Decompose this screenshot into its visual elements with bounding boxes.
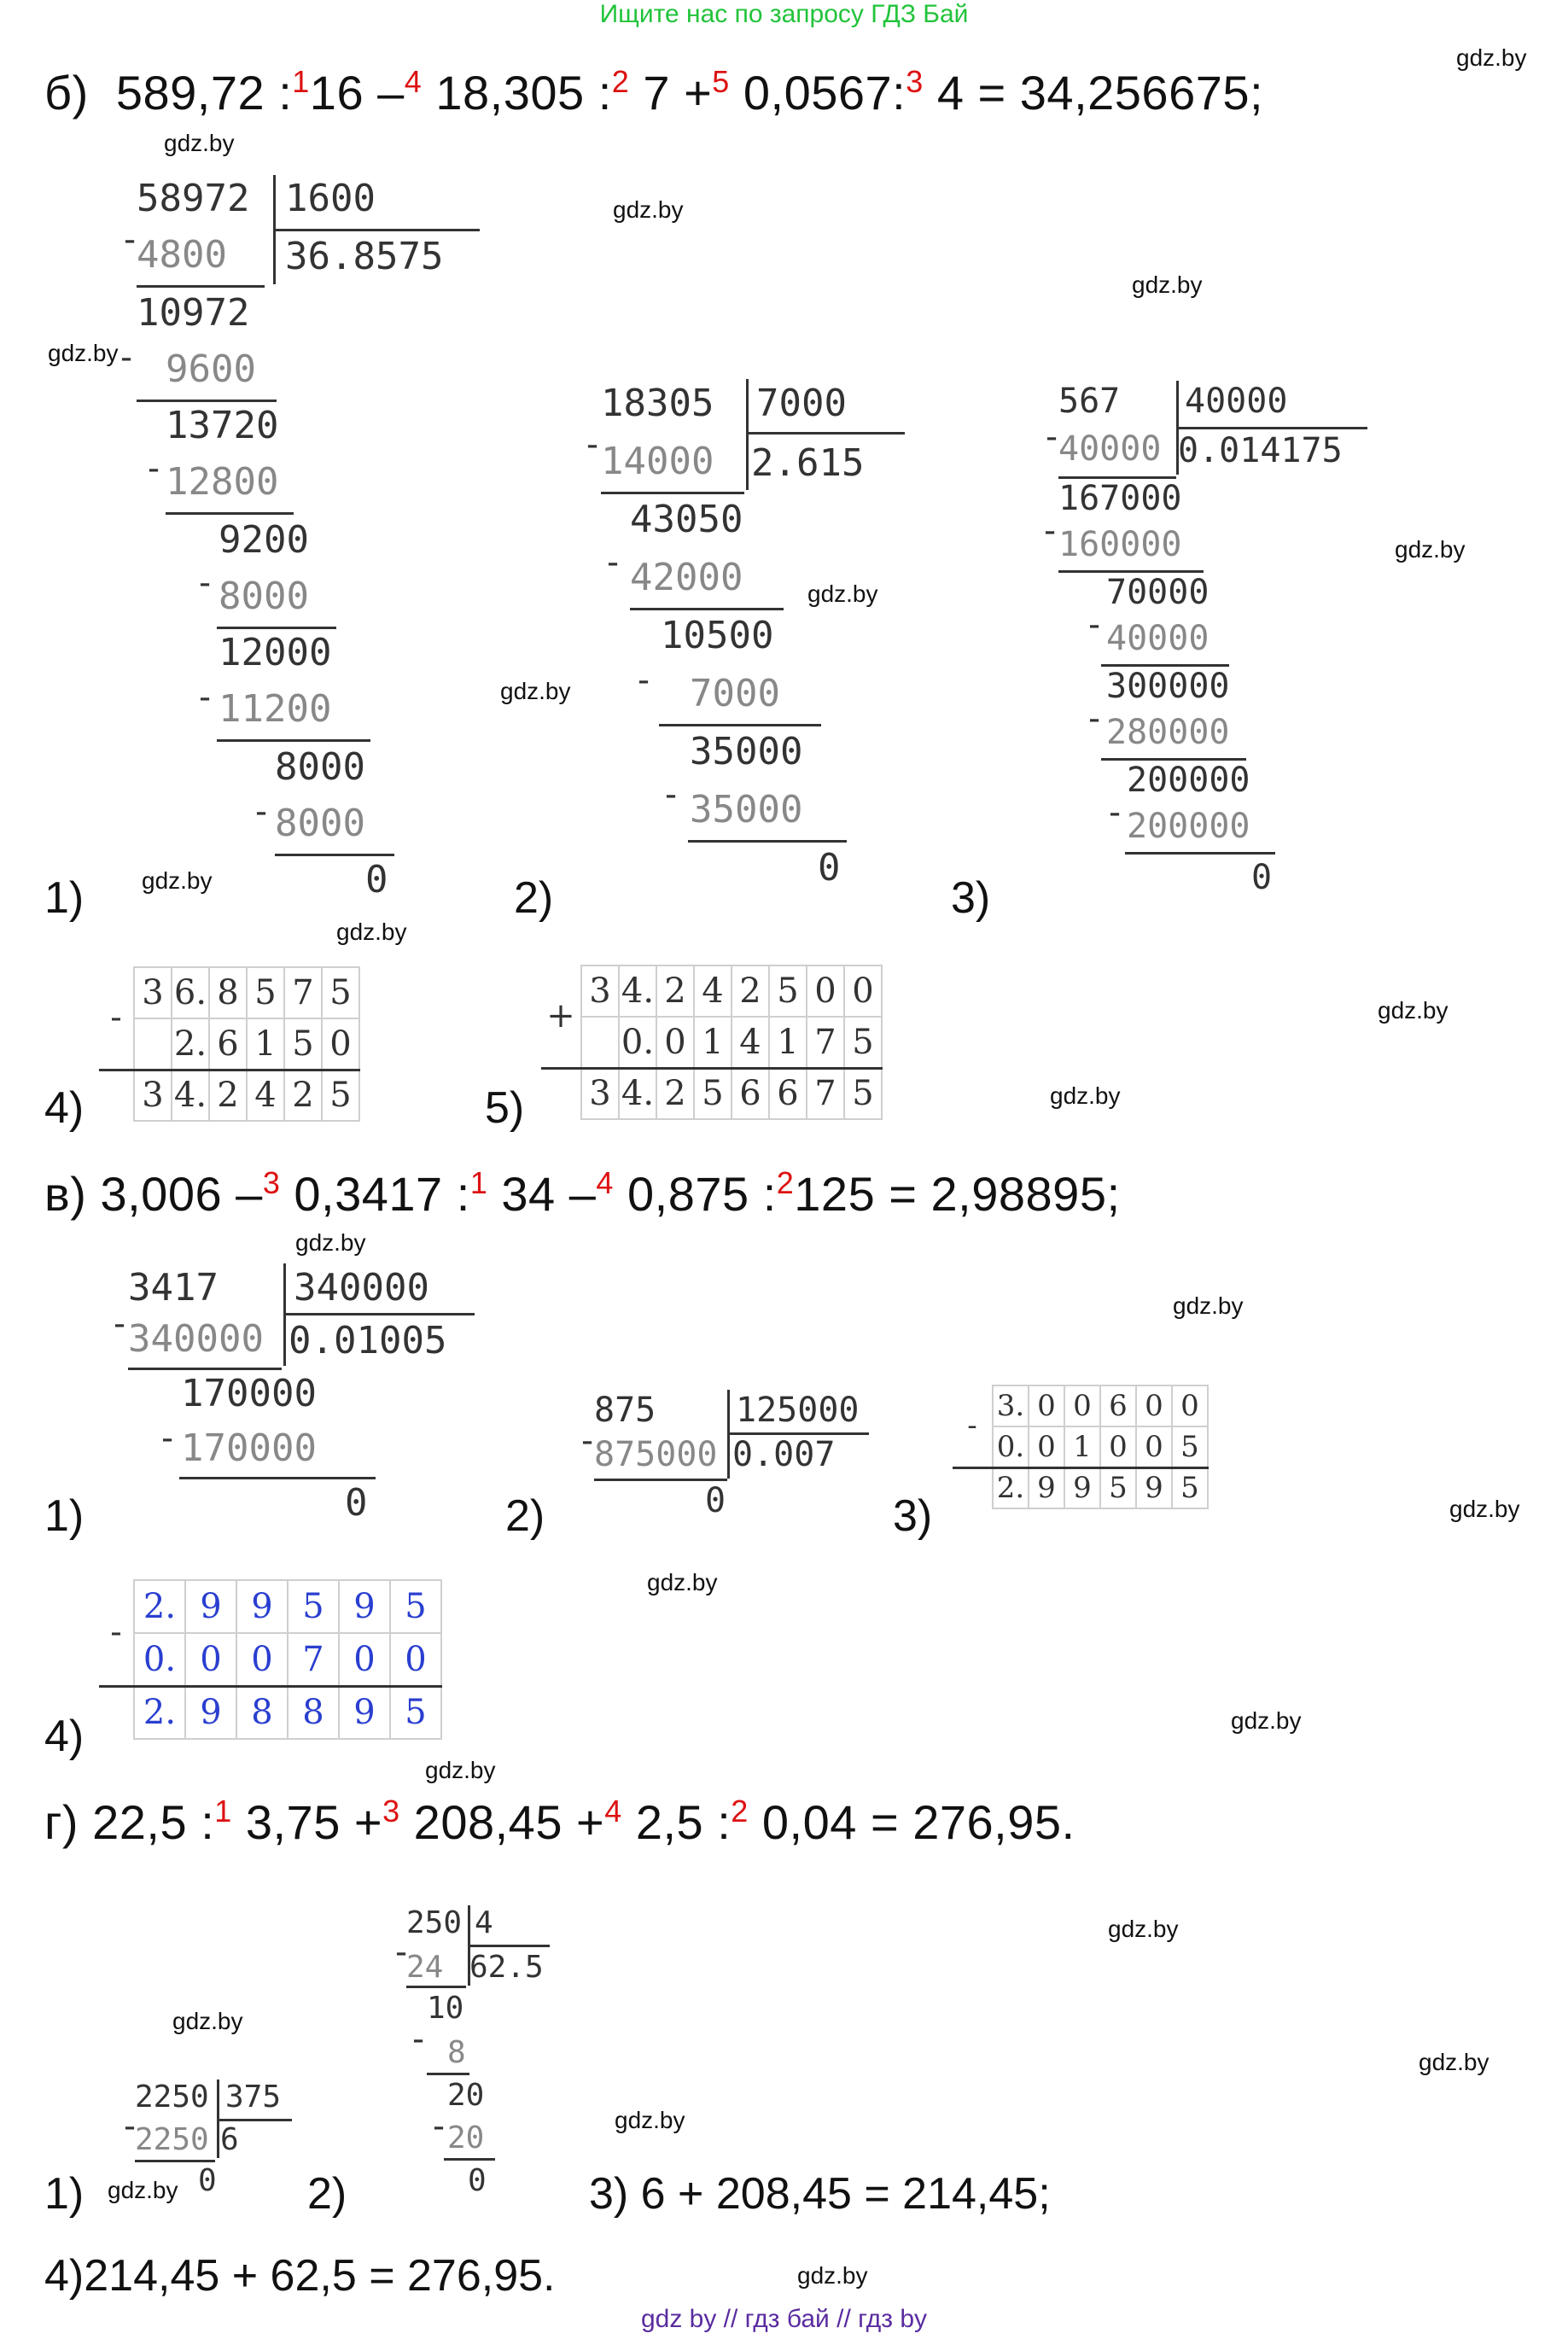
eq-text: 18,305 : [422,66,612,120]
eq-text: 4 = 34,256675; [923,66,1264,120]
eq-text: 125 = 2,98895; [794,1167,1121,1221]
operator: - [967,1409,977,1444]
digit: 9 [185,1686,236,1739]
digit: 1 [1064,1426,1100,1467]
digit: 5 [288,1580,339,1633]
watermark: gdz.by [500,678,571,704]
eq-text: 16 – [309,66,405,120]
digit: 6 [209,1018,247,1070]
subtraction-table-b4 [99,966,360,1122]
subtrahend: 8 [447,2035,466,2070]
dividend: 567 [1058,382,1121,421]
remainder: 0 [345,1481,368,1525]
operator: - [110,1613,122,1653]
digit: 0. [134,1633,185,1686]
eq-text: 589,72 : [115,66,293,120]
watermark: gdz.by [1132,271,1203,298]
step-label: 3) [951,873,991,923]
quotient: 36.8575 [285,235,444,278]
digit: 2. [134,1580,185,1633]
step-label: 2) [514,873,554,923]
digit: 9 [236,1580,288,1633]
long-division-g2: 250 4 62.5 - 24 10 - 8 20 - 20 0 [0,0,1568,1]
digit: 7 [807,1017,844,1068]
digit: 2 [732,965,769,1017]
step-3-line: 3) 6 + 208,45 = 214,45; [589,2169,1051,2219]
subtrahend: 12800 [166,460,279,504]
step-label: 1) [44,1491,85,1541]
digit: 2 [284,1070,322,1121]
digit: 5 [284,1018,322,1070]
remainder: 43050 [630,498,743,541]
subtraction-table-v3 [953,1385,1209,1509]
watermark: gdz.by [1050,1082,1121,1109]
remainder: 10500 [661,614,774,657]
digit: 6 [732,1068,769,1119]
watermark: gdz.by [807,580,878,607]
digit: 5 [322,967,359,1018]
remainder: 13720 [166,404,279,447]
digit: 5 [694,1068,732,1119]
remainder: 8000 [275,745,365,789]
digit: 2 [656,1068,694,1119]
digit: 6 [1100,1385,1136,1426]
digit: 2. [993,1467,1029,1508]
digit: 9 [1029,1467,1064,1508]
step-label: 2) [307,2169,347,2219]
subtrahend: 170000 [181,1426,317,1470]
eq-text: 208,45 + [399,1795,605,1849]
step-label: 4) [44,1712,85,1761]
remainder: 200000 [1127,761,1250,800]
eq-text: 3,75 + [231,1795,383,1849]
remainder: 0 [198,2163,217,2198]
subtrahend: 14000 [601,440,714,483]
digit: 6. [172,967,209,1018]
order-number: 4 [404,64,423,99]
digit: 0 [1172,1385,1208,1426]
digit: 0 [1136,1426,1172,1467]
section-label: в) [44,1167,87,1221]
order-number: 3 [906,64,924,99]
digit: 0 [322,1018,359,1070]
eq-text: 2,5 : [621,1795,732,1849]
digit: 0 [807,965,844,1017]
digit: 5 [1172,1467,1208,1508]
subtrahend: 8000 [219,575,309,618]
digit: 2. [172,1018,209,1070]
digit: 5 [769,965,807,1017]
subtrahend: 9600 [166,347,256,391]
quotient: 62.5 [469,1950,544,1985]
order-number: 1 [469,1165,488,1200]
digit: 0 [339,1633,390,1686]
step-label: 4) [44,1083,85,1133]
step-label: 1) [44,873,85,923]
divisor: 125000 [736,1391,860,1430]
order-number: 3 [382,1794,400,1829]
digit: 1 [694,1017,732,1068]
digit: 5 [1100,1467,1136,1508]
digit: 0 [844,965,882,1017]
step-label: 2) [505,1491,545,1541]
digit: 7 [284,967,322,1018]
order-number: 2 [611,64,630,99]
divisor: 375 [225,2080,282,2115]
digit: 9 [339,1686,390,1739]
remainder: 167000 [1058,479,1182,518]
subtrahend: 7000 [690,672,780,715]
dividend: 2250 [135,2080,209,2115]
eq-text: 0,875 : [613,1167,777,1221]
eq-text: 34 – [487,1167,597,1221]
digit: 4. [172,1070,209,1121]
subtrahend: 40000 [1058,429,1162,469]
digit: 0 [1029,1426,1064,1467]
digit: 2. [134,1686,185,1739]
digit: 4 [694,965,732,1017]
digit: 1 [247,1018,284,1070]
digit: 5 [1172,1426,1208,1467]
digit: 6 [769,1068,807,1119]
subtraction-table-v4 [99,1579,442,1740]
digit: 8 [209,967,247,1018]
subtrahend: 8000 [275,802,365,845]
equation-v [44,1166,1121,1222]
watermark: gdz.by [1456,44,1527,71]
eq-text: 0,04 = 276,95. [748,1795,1075,1849]
long-division-b2: 18305 7000 2.615 - 14000 43050 - 42000 10500 - 7000 35000 - 35000 0 [0,0,1568,1]
step-label: 1) [44,2169,85,2219]
quotient: 6 [220,2122,239,2157]
digit: 3 [134,967,172,1018]
digit: 9 [185,1580,236,1633]
eq-text: 22,5 : [92,1795,215,1849]
digit: 2 [656,965,694,1017]
eq-text: 7 + [629,66,713,120]
subtrahend: 24 [406,1950,444,1985]
long-division-v1: 3417 340000 0.01005 - 340000 170000 - 170000 0 [0,0,1568,1]
long-division-b1: 58972 1600 36.8575 - 4800 10972 - 9600 13720 - 12800 9200 - 8000 12000 - 11200 8000 - 8000 0 [0,0,1568,1]
digit: 0 [1029,1385,1064,1426]
digit: 2 [209,1070,247,1121]
long-division-g1: 2250 375 6 - 2250 0 [0,0,1568,1]
subtrahend: 2250 [135,2122,209,2157]
subtrahend: 42000 [630,556,743,599]
watermark: gdz.by [172,2008,243,2034]
subtrahend: 340000 [128,1317,264,1361]
section-label: г) [44,1795,79,1849]
divisor: 1600 [285,177,376,220]
digit: 4. [619,1068,656,1119]
digit: 5 [844,1068,882,1119]
quotient: 0.014175 [1178,431,1343,470]
remainder: 0 [468,2163,487,2198]
eq-text: 0,0567: [729,66,906,120]
remainder: 0 [705,1481,726,1520]
digit: 8 [236,1686,288,1739]
watermark: gdz.by [164,130,235,156]
remainder: 10 [427,1991,464,2026]
watermark: gdz.by [142,867,213,894]
order-number: 2 [776,1165,795,1200]
digit: 8 [288,1686,339,1739]
subtrahend: 4800 [137,233,227,277]
digit [134,1018,172,1070]
watermark: gdz.by [295,1229,366,1256]
dividend: 58972 [137,177,250,220]
watermark: gdz.by [1108,1916,1179,1942]
digit [581,1017,619,1068]
operator: - [110,998,122,1038]
dividend: 3417 [128,1266,219,1310]
digit: 3 [581,965,619,1017]
step-label: 3) [893,1491,933,1541]
watermark: gdz.by [108,2177,178,2203]
digit: 3. [993,1385,1029,1426]
order-number: 3 [262,1165,281,1200]
digit: 4 [247,1070,284,1121]
equation-g [44,1794,1075,1850]
watermark: gdz.by [1419,2049,1489,2075]
eq-text: 3,006 – [100,1167,263,1221]
digit: 1 [769,1017,807,1068]
digit: 4 [732,1017,769,1068]
subtrahend: 280000 [1106,713,1230,752]
step-label: 5) [485,1083,525,1133]
remainder: 0 [365,858,388,901]
order-number: 5 [712,64,730,99]
addition-table-b5 [541,965,883,1120]
subtrahend: 875000 [594,1435,718,1474]
order-number: 1 [214,1794,232,1829]
subtrahend: 20 [447,2120,485,2155]
watermark: gdz.by [1449,1496,1520,1522]
dividend: 875 [594,1391,656,1430]
operator: + [546,996,575,1036]
watermark: gdz.by [613,196,684,223]
digit: 5 [322,1070,359,1121]
digit: 4. [619,965,656,1017]
watermark: gdz.by [1395,536,1466,563]
subtrahend: 40000 [1106,619,1210,658]
subtrahend: 200000 [1127,807,1250,846]
watermark: gdz.by [615,2107,685,2133]
watermark: gdz.by [1231,1707,1302,1734]
digit: 0. [619,1017,656,1068]
remainder: 20 [447,2078,485,2113]
order-number: 2 [731,1794,749,1829]
digit: 5 [247,967,284,1018]
watermark: gdz.by [1173,1292,1244,1319]
dividend: 18305 [601,382,714,425]
digit: 5 [390,1580,441,1633]
digit: 3 [581,1068,619,1119]
watermark: gdz.by [425,1757,496,1783]
divisor: 340000 [294,1266,429,1310]
watermark: gdz.by [647,1569,718,1595]
remainder: 9200 [219,518,309,562]
digit: 9 [1064,1467,1100,1508]
digit: 0 [390,1633,441,1686]
remainder: 35000 [690,730,803,773]
remainder: 12000 [219,631,332,674]
digit: 3 [134,1070,172,1121]
divisor: 7000 [756,382,847,425]
quotient: 0.01005 [289,1319,447,1362]
remainder: 300000 [1106,667,1230,706]
order-number: 4 [604,1794,622,1829]
top-banner: Ищите нас по запросу ГДЗ Бай [599,0,969,28]
digit: 5 [844,1017,882,1068]
quotient: 2.615 [751,441,865,485]
remainder: 10972 [137,291,250,335]
step-4-line: 4)214,45 + 62,5 = 276,95. [44,2251,556,2301]
remainder: 170000 [181,1372,317,1415]
divisor: 4 [475,1905,493,1940]
order-number: 4 [596,1165,614,1200]
digit: 0 [185,1633,236,1686]
watermark: gdz.by [797,2262,868,2289]
subtrahend: 160000 [1058,525,1182,564]
long-division-v2: 875 125000 0.007 - 875000 0 [0,0,1568,1]
remainder: 0 [818,846,841,890]
divisor: 40000 [1185,382,1288,421]
order-number: 1 [292,64,310,99]
remainder: 70000 [1106,573,1210,612]
digit: 0 [1064,1385,1100,1426]
digit: 0. [993,1426,1029,1467]
digit: 9 [339,1580,390,1633]
equation-b [44,65,1263,120]
long-division-b3: 567 40000 0.014175 - 40000 167000 - 160000 70000 - 40000 300000 - 280000 200000 - 200000 0 [0,0,1568,1]
digit: 9 [1136,1467,1172,1508]
subtrahend: 35000 [690,788,803,831]
remainder: 0 [1251,858,1273,897]
digit: 0 [1100,1426,1136,1467]
quotient: 0.007 [732,1435,836,1474]
digit: 0 [236,1633,288,1686]
subtrahend: 11200 [219,687,332,731]
digit: 7 [288,1633,339,1686]
section-label: б) [44,66,89,120]
dividend: 250 [406,1905,463,1940]
watermark: gdz.by [1378,997,1449,1024]
digit: 0 [1136,1385,1172,1426]
digit: 5 [390,1686,441,1739]
digit: 7 [807,1068,844,1119]
watermark: gdz.by [48,340,119,366]
eq-text: 0,3417 : [280,1167,470,1221]
footer-text: gdz by // гдз бай // гдз by [640,2305,928,2333]
watermark: gdz.by [336,919,407,945]
digit: 0 [656,1017,694,1068]
